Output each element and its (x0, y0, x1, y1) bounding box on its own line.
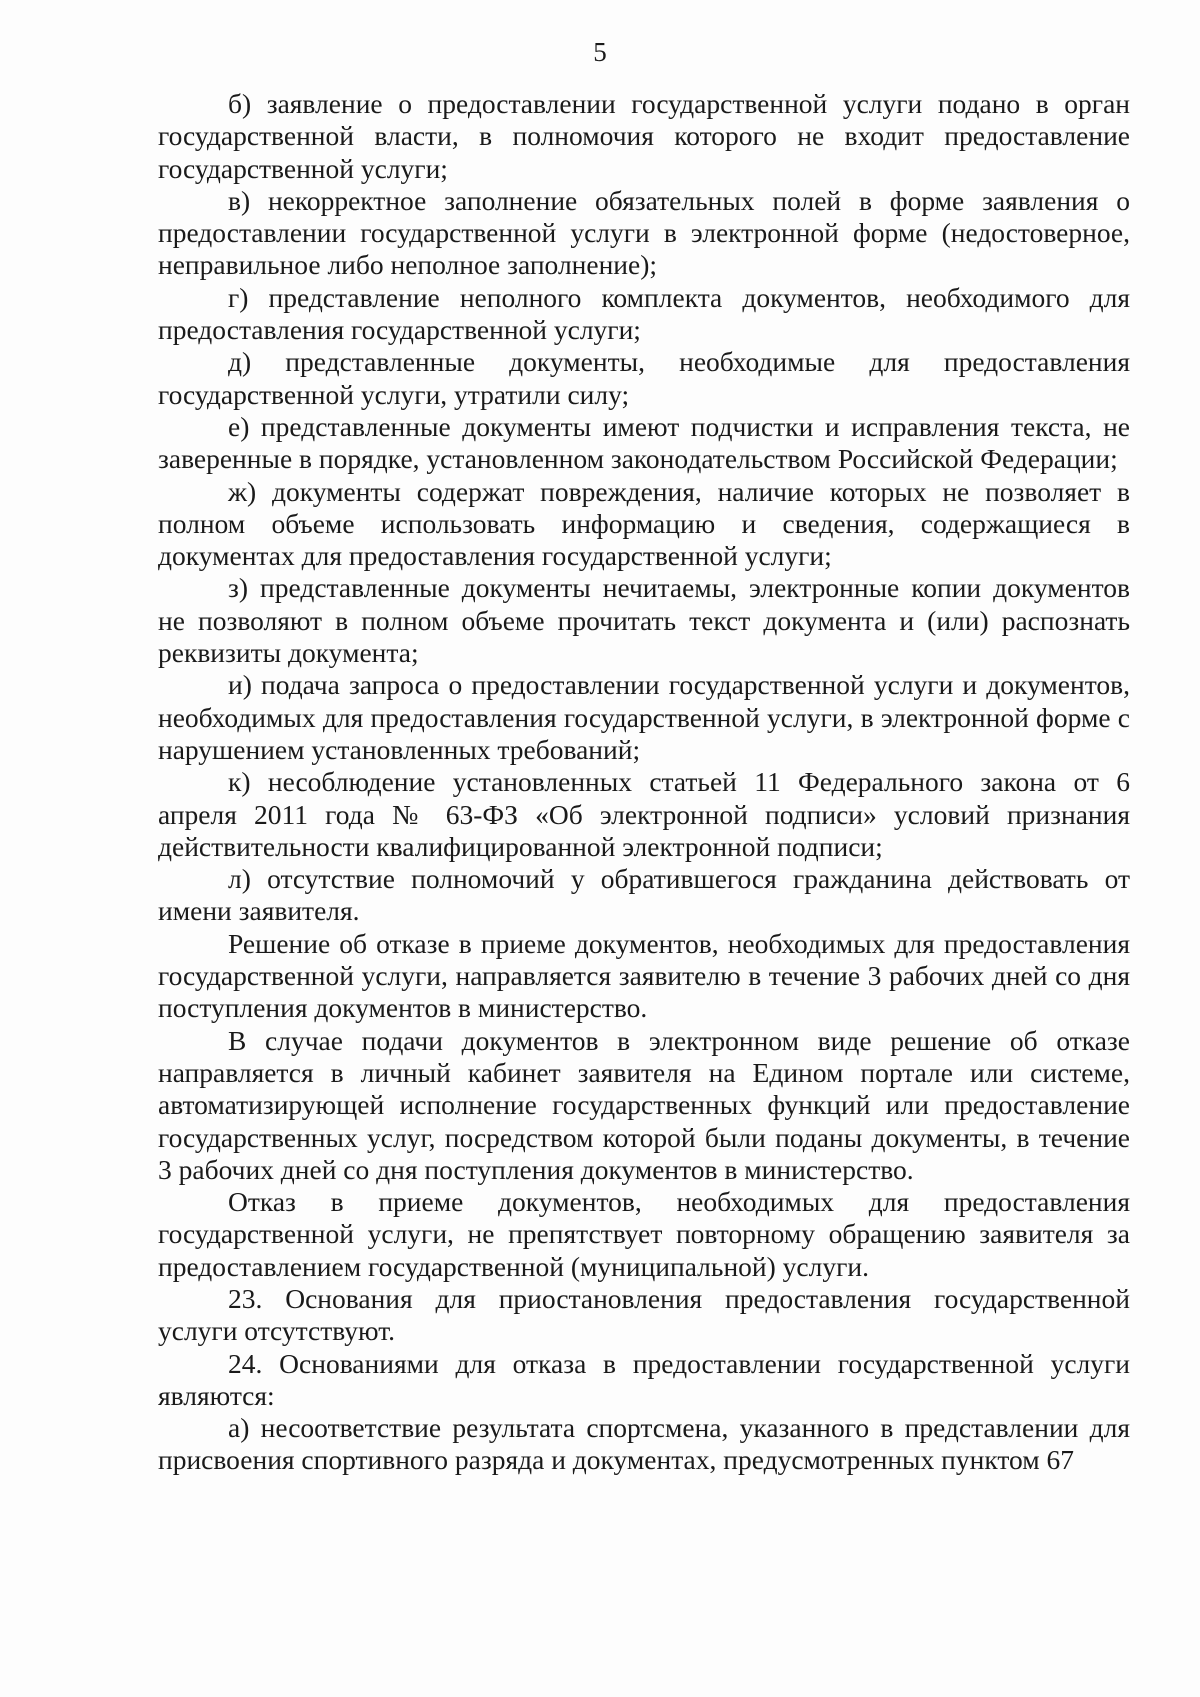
paragraph-item-v: в) некорректное заполнение обязательных полей в форме заявления о предоставлении государственной услуги в электронной форме (недостоверное, неправильное либо неполное заполнение); (158, 184, 1130, 281)
paragraph-item-z: з) представленные документы нечитаемы, электронные копии документов не позволяют в полном объеме прочитать текст документа и (или) распознать реквизиты документа; (158, 572, 1130, 669)
paragraph-no-obstacle: Отказ в приеме документов, необходимых для предоставления государственной услуги, не препятствует повторному обращению заявителя за предоставлением государственной (муниципальной) услуги. (158, 1186, 1130, 1282)
paragraph-item-g: г) представление неполного комплекта документов, необходимого для предоставления государственной услуги; (158, 281, 1130, 346)
paragraph-electronic-refusal: В случае подачи документов в электронном виде решение об отказе направляется в личный кабинет заявителя на Едином портале или системе, автоматизирующей исполнение государственных функций или предоставление государственных услуг, посредством которой были поданы документы, в течение 3 рабочих дней со дня поступления документов в министерство. (158, 1024, 1130, 1185)
paragraph-item-a: а) несоответствие результата спортсмена, указанного в представлении для присвоения спортивного разряда и документах, предусмотренных пунктом 67 (158, 1412, 1130, 1476)
paragraph-item-l: л) отсутствие полномочий у обратившегося гражданина действовать от имени заявителя. (158, 863, 1130, 927)
paragraph-refusal-decision: Решение об отказе в приеме документов, необходимых для предоставления государственной услуги, направляется заявителю в течение 3 рабочих дней со дня поступления документов в министерство. (158, 927, 1130, 1024)
paragraph-item-e: е) представленные документы имеют подчистки и исправления текста, не заверенные в порядке, установленном законодательством Российской Федерации; (158, 410, 1130, 475)
document-body (158, 88, 1130, 1477)
page-number: 5 (593, 37, 607, 67)
paragraph-section-24: 24. Основаниями для отказа в предоставлении государственной услуги являются: (158, 1347, 1130, 1411)
paragraph-item-i: и) подача запроса о предоставлении государственной услуги и документов, необходимых для предоставления государственной услуги, в электронной форме с нарушением установленных требований; (158, 669, 1130, 765)
paragraph-section-23: 23. Основания для приостановления предоставления государственной услуги отсутствуют. (158, 1282, 1130, 1347)
paragraph-item-k: к) несоблюдение установленных статьей 11 Федерального закона от 6 апреля 2011 года № 63-ФЗ «Об электронной подписи» условий признания действительности квалифицированной электронной подписи; (158, 766, 1130, 862)
paragraph-item-d: д) представленные документы, необходимые для предоставления государственной услуги, утратили силу; (158, 346, 1130, 410)
paragraph-item-zh: ж) документы содержат повреждения, наличие которых не позволяет в полном объеме использовать информацию и сведения, содержащиеся в документах для предоставления государственной услуги; (158, 475, 1130, 572)
paragraph-item-b: б) заявление о предоставлении государственной услуги подано в орган государственной власти, в полномочия которого не входит предоставление государственной услуги; (158, 88, 1130, 184)
